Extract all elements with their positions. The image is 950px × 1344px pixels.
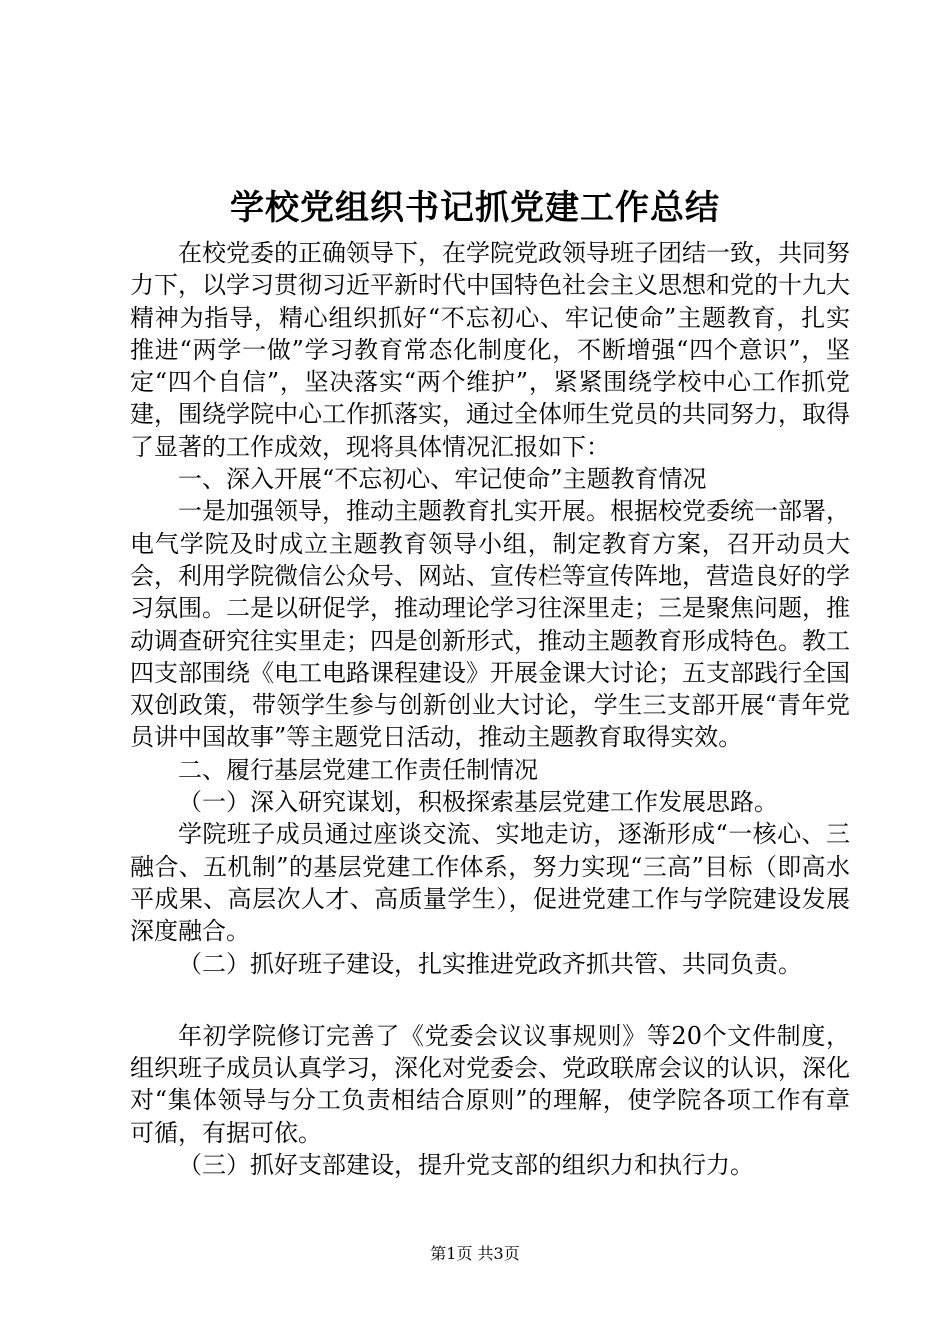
section-heading-2: 二、履行基层党建工作责任制情况 [178, 755, 538, 784]
subsection-heading-3: （三）抓好支部建设，提升党支部的组织力和执行力。 [178, 1151, 754, 1180]
document-title: 学校党组织书记抓党建工作总结 [230, 188, 720, 228]
subsection-2-paragraph: 年初学院修订完善了《党委会议议事规则》等20个文件制度，组织班子成员认真学习，深化对党委会、党政联席会议的认识，深化对“集体领导与分工负责相结合原则”的理解，使学院各项工作有章可循，有据可依。 [130, 1021, 850, 1147]
page-footer: 第1页 共3页 [430, 1244, 520, 1263]
document-body [130, 237, 850, 1181]
section-1-paragraph: 一是加强领导，推动主题教育扎实开展。根据校党委统一部署，电气学院及时成立主题教育领导小组，制定教育方案，召开动员大会，利用学院微信公众号、网站、宣传栏等宣传阵地，营造良好的学习氛围。二是以研促学，推动理论学习往深里走；三是聚焦问题，推动调查研究往实里走；四是创新形式，推动主题教育形成特色。教工四支部围绕《电工电路课程建设》开展金课大讨论；五支部践行全国双创政策，带领学生参与创新创业大讨论，学生三支部开展“青年党员讲中国故事”等主题党日活动，推动主题教育取得实效。 [130, 497, 850, 752]
subsection-1-paragraph: 学院班子成员通过座谈交流、实地走访，逐渐形成“一核心、三融合、五机制”的基层党建工作体系，努力实现“三高”目标（即高水平成果、高层次人才、高质量学生），促进党建工作与学院建设发展深度融合。 [130, 820, 850, 946]
section-heading-1: 一、深入开展“不忘初心、牢记使命”主题教育情况 [178, 465, 707, 494]
subsection-heading-1: （一）深入研究谋划，积极探索基层党建工作发展思路。 [178, 788, 778, 817]
subsection-heading-2: （二）抓好班子建设，扎实推进党政齐抓共管、共同负责。 [178, 949, 802, 978]
intro-paragraph: 在校党委的正确领导下，在学院党政领导班子团结一致，共同努力下，以学习贯彻习近平新时代中国特色社会主义思想和党的十九大精神为指导，精心组织抓好“不忘初心、牢记使命”主题教育，扎实推进“两学一做”学习教育常态化制度化，不断增强“四个意识”，坚定“四个自信”，坚决落实“两个维护”，紧紧围绕学校中心工作抓党建，围绕学院中心工作抓落实，通过全体师生党员的共同努力，取得了显著的工作成效，现将具体情况汇报如下： [130, 239, 850, 461]
